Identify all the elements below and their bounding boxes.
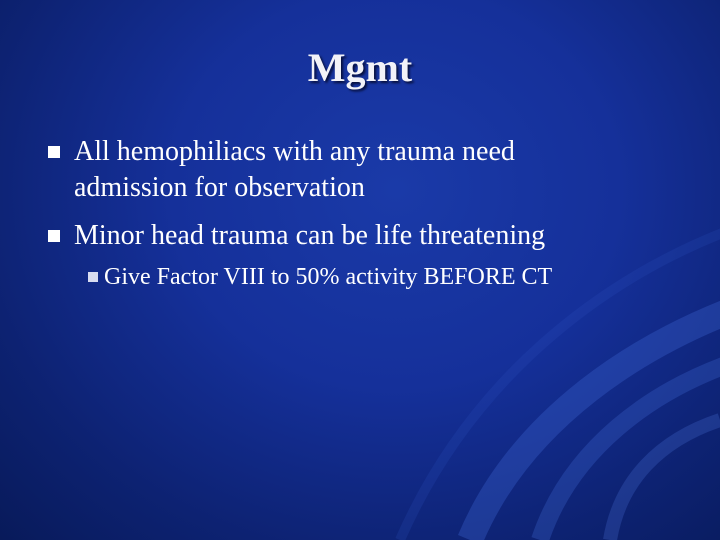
bullet-square-icon (48, 230, 60, 242)
bullet-item-2: Minor head trauma can be life threatening (74, 220, 546, 251)
bullet-item-1-line-1: All hemophiliacs with any trauma need (74, 136, 515, 167)
sub-bullet-square-icon (88, 272, 98, 282)
slide-title: Mgmt (307, 45, 413, 90)
bullet-item-1-line-2: admission for observation (74, 172, 365, 203)
bullet-square-icon (48, 146, 60, 158)
sub-bullet-item-1: Give Factor VIII to 50% activity BEFORE CT (104, 264, 553, 290)
